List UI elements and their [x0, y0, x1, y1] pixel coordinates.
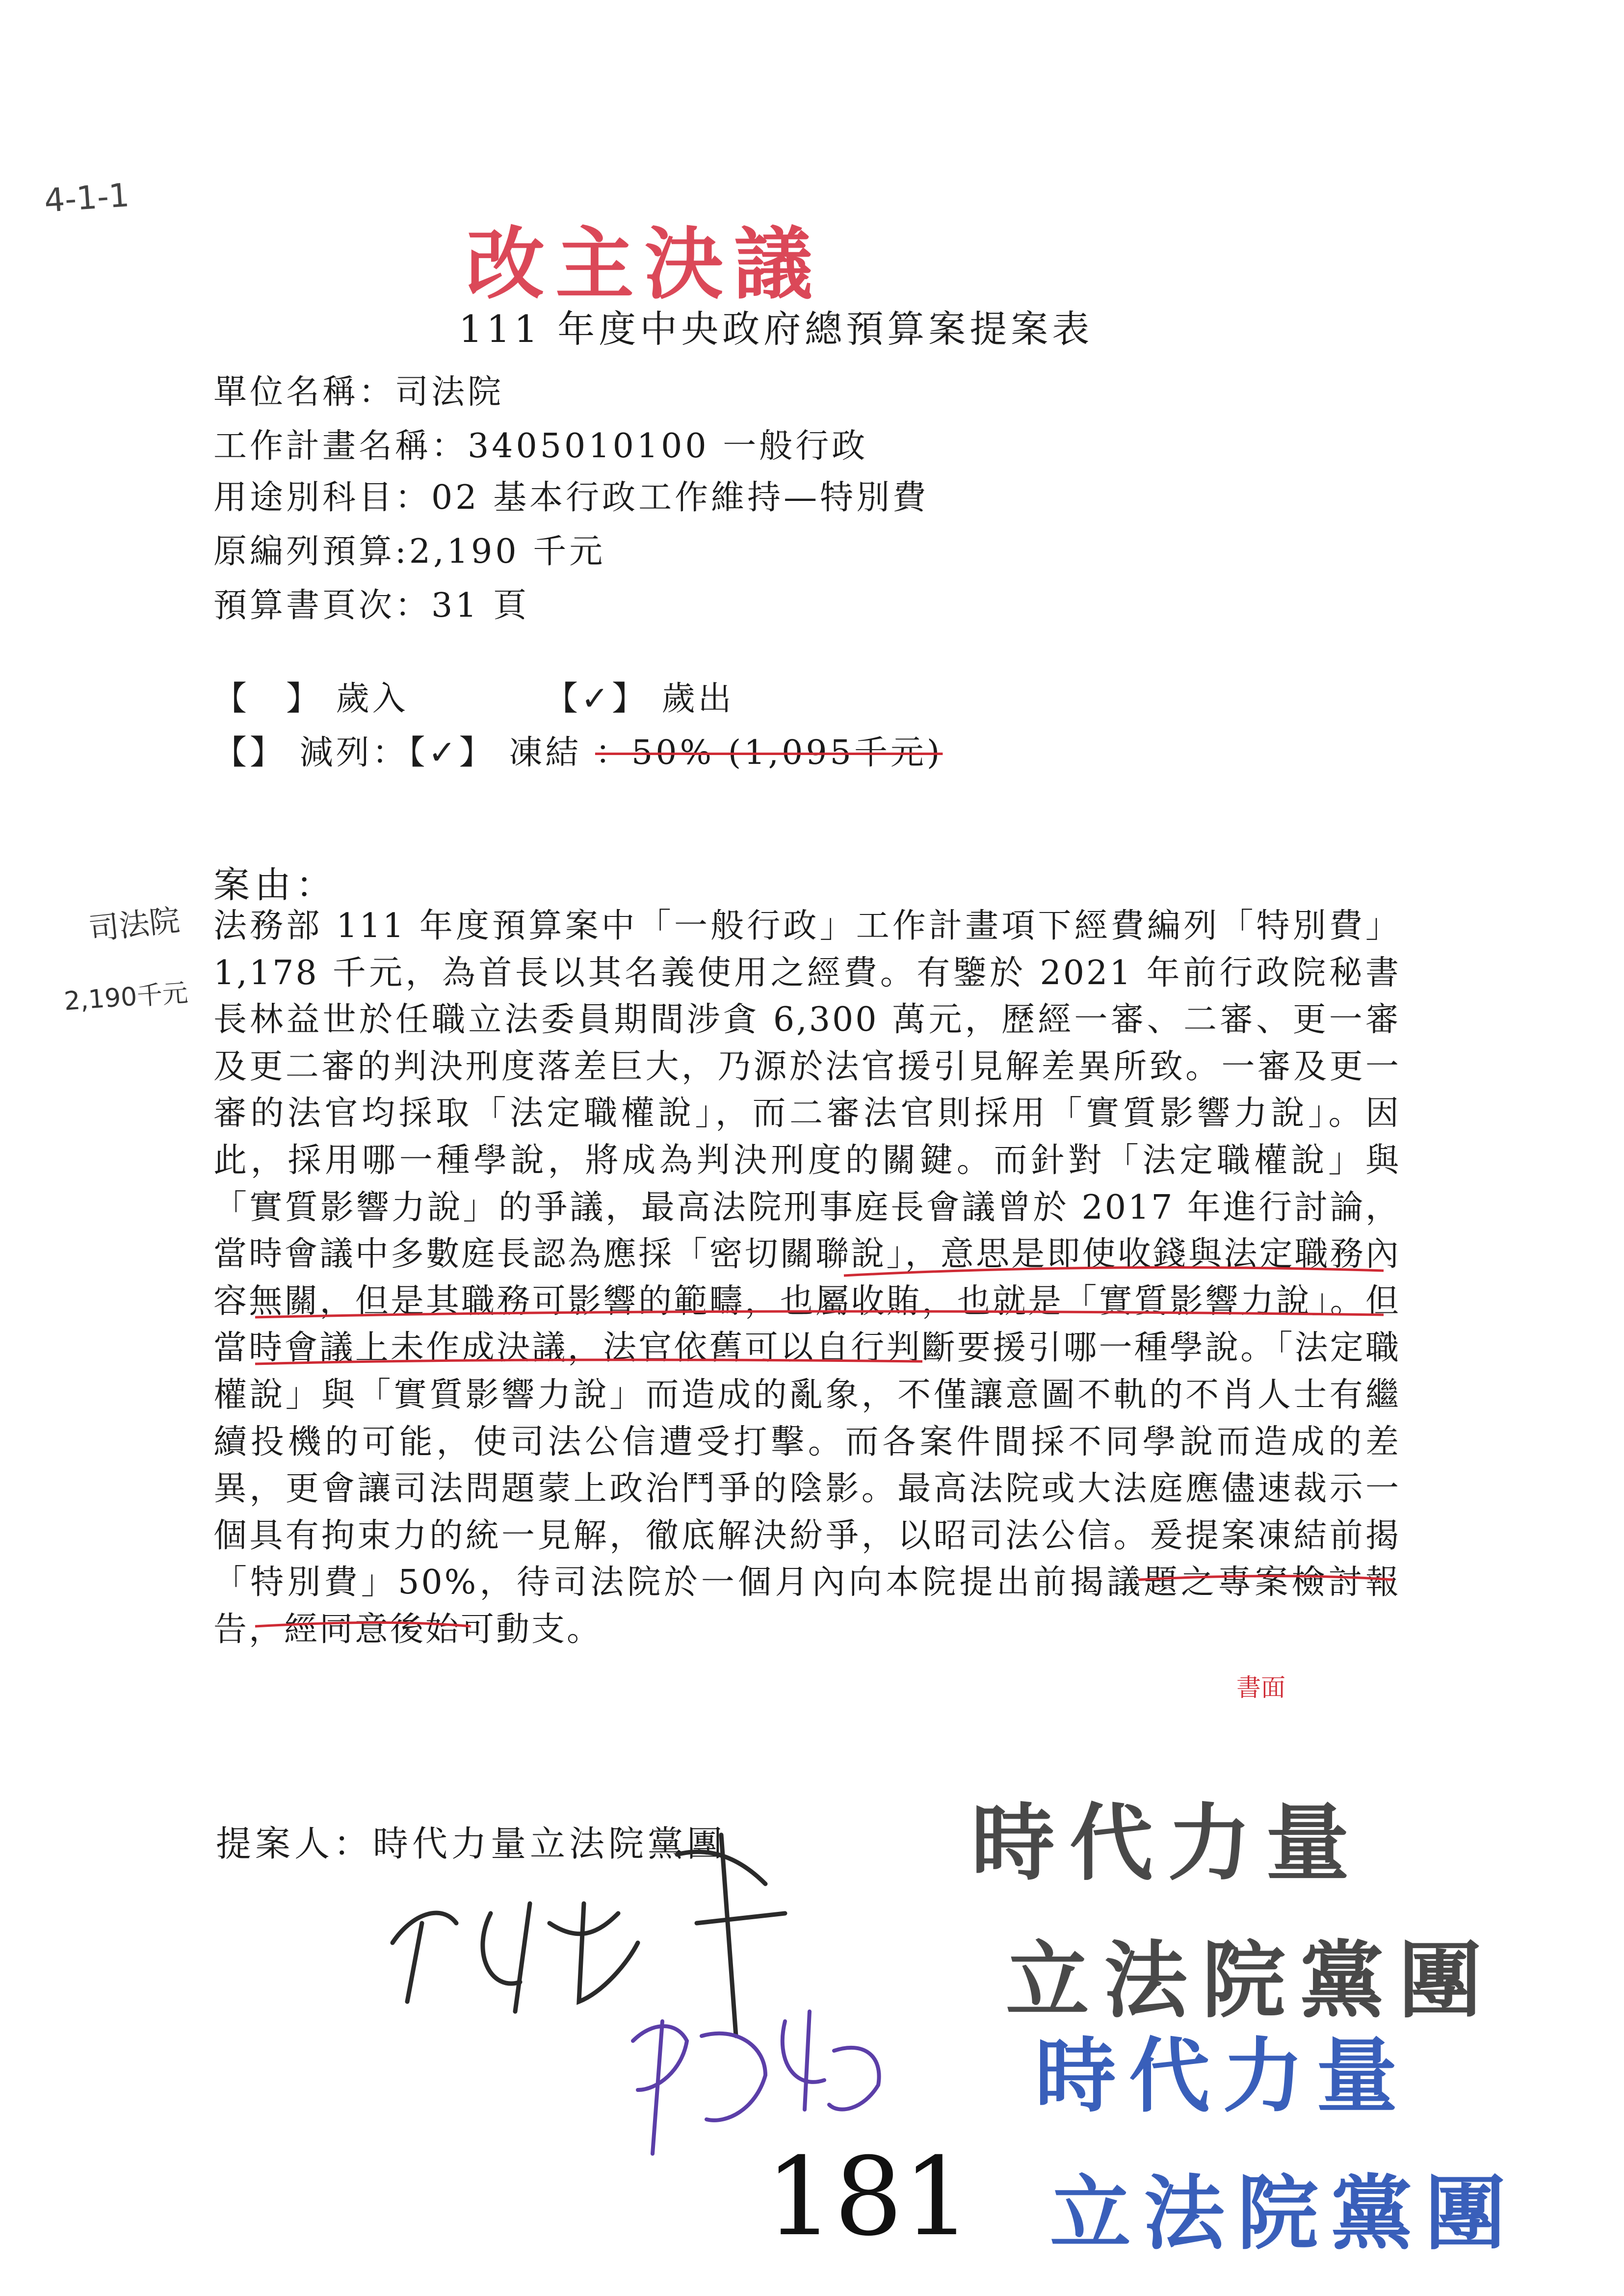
freeze-checkbox-open: 【 — [408, 733, 428, 772]
margin-note-amount: 2,190千元 — [63, 978, 189, 1017]
field-plan: 工作計畫名稱：3405010100 一般行政 — [213, 427, 868, 466]
expense-check-icon: ✓ — [581, 679, 612, 718]
proposer-line: 提案人：時代力量立法院黨團 — [216, 1823, 727, 1864]
red-stamp: 改主決議 — [466, 218, 824, 310]
freeze-checkbox-close: 】 — [459, 733, 496, 772]
field-subject: 用途別科目：02 基本行政工作維持—特別費 — [213, 478, 929, 517]
freeze-amount-struck: ：50% (1,095千元) — [595, 733, 943, 772]
field-budget: 原編列預算:2,190 千元 — [213, 532, 606, 571]
freeze-label: 凍結 — [509, 733, 582, 772]
cut-checkbox: 【】 — [213, 733, 287, 772]
revenue-label: 歲入 — [336, 679, 409, 718]
page-number: 181 — [765, 2134, 971, 2260]
document-title: 111 年度中央政府總預算案提案表 — [459, 307, 1094, 351]
reference-note: 4-1-1 — [43, 176, 131, 220]
margin-note-agency: 司法院 — [87, 902, 182, 947]
red-strike-marks — [255, 1267, 1393, 1626]
revenue-checkbox: 【 】 — [213, 679, 323, 718]
signature-purple — [633, 2011, 879, 2154]
expense-checkbox-open: 【 — [545, 679, 581, 718]
signature-black — [393, 1835, 785, 2036]
reason-heading: 案由： — [213, 864, 337, 906]
field-unit: 單位名稱：司法院 — [213, 373, 504, 412]
expense-label: 歲出 — [661, 679, 734, 718]
freeze-check-icon: ✓ — [428, 733, 459, 772]
blue-stamp-line-2: 立法院黨團 — [1050, 2166, 1519, 2261]
reason-body: 法務部 111 年度預算案中「一般行政」工作計畫項下經費編列「特別費」1,178 千元，為首長以其名義使用之經費。有鑒於 2021 年前行政院秘書長林益世於任職立法委員期間涉貪 6,300 萬元，歷經一審、二審、更一審及更二審的判決刑度落差巨大，乃源於法官援引見解差異所致。一審及更一審的法官均採取「法定職權說」，而二審法官則採用「實質影響力說」。因此，採用哪一種學說，將成為判決刑度的關鍵。而針對「法定職權說」與「實質影響力說」的爭議，最高法院刑事庭長會議曾於 2017 年進行討論，當時會議中多數庭長認為應採「密切關聯說」，意思是即使收錢與法定職務內容無關，但是其職務可影響的範疇，也屬收賄，也就是「實質影響力說」。但當時會議上未作成決議，法官依舊可以自行判斷要援引哪一種學說。「法定職權說」與「實質影響力說」而造成的亂象，不僅讓意圖不軌的不肖人士有繼續投機的可能，使司法公信遭受打擊。而各案件間採不同學說而造成的差異，更會讓司法問題蒙上政治鬥爭的陰影。最高法院或大法庭應儘速裁示一個具有拘束力的統一見解，徹底解決紛爭，以昭司法公信。爰提案凍結前揭「特別費」50%，待司法院於一個月內向本院提出前揭議題之專案檢討報告，經同意後始可動支。 — [213, 907, 1401, 1649]
margin-note-written: 書面 — [1236, 1673, 1285, 1702]
field-page: 預算書頁次：31 頁 — [213, 586, 530, 625]
expense-checkbox-close: 】 — [612, 679, 649, 718]
black-stamp-line-2: 立法院黨團 — [1006, 1932, 1497, 2030]
blue-stamp-line-1: 時代力量 — [1035, 2029, 1410, 2123]
cut-label: 減列： — [299, 733, 409, 772]
black-stamp-line-1: 時代力量 — [971, 1795, 1364, 1892]
